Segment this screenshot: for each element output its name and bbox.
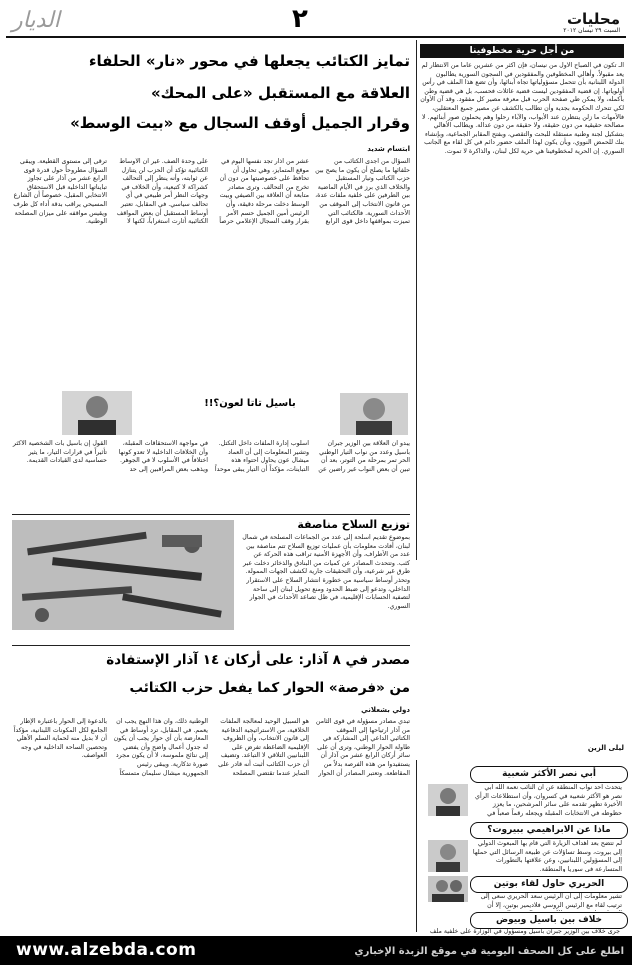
section-divider: [12, 514, 410, 515]
main-headline-2: العلاقة مع المستقبل «على المحك»: [150, 84, 410, 102]
opinion-column-signature: ليلى الزين: [587, 744, 624, 752]
box-photo-2: [428, 840, 468, 872]
box-body-3: تشير معلومات إلى أن الرئيس سعد الحريري سعى إلى ترتيب لقاء مع الرئيس الروسي فلاديمير بوتين، إلا أن: [480, 893, 622, 909]
portrait-icon: [62, 391, 132, 435]
footer-promo: اطلع على كل الصحف اليومية في موقع الزبدة الإخباري: [354, 946, 624, 957]
weapons-illustration-icon: [12, 520, 234, 630]
portrait-icon: [428, 840, 468, 872]
box-photo-1: [428, 784, 468, 816]
newspaper-logo: الديار: [12, 8, 60, 33]
box-body-2: لم تتضح بعد أهداف الزيارة التي قام بها المبعوث الدولي إلى بيروت، وسط تساؤلات عن طبيعة الرسائل التي حملها إلى المسؤولين اللبنانيين، وعن علاقتها بالتطورات المتسارعة في سوريا والمنطقة.: [472, 840, 622, 872]
second-headline-2: من «فرصة» الحوار كما يفعل حزب الكتائب: [129, 680, 410, 696]
sidebar-story-title: باسيل تاتا لعون؟!!: [204, 398, 296, 409]
section-divider: [12, 645, 410, 646]
politician-photo-right: [340, 393, 408, 435]
box-photo-3: [428, 876, 468, 902]
second-byline: دولي بشعلاني: [361, 706, 410, 714]
weapons-story-body: بموضوع تقديم أسلحة إلى عدد من الجماعات المسلحة في شمال لبنان، أفادت معلومات بأن عمليات توزيع السلاح تتم مناصفة بين عدد من الأطراف، وأن الأجهزة الأمنية تراقب هذه الحركة عن كثب. وتتحدث المصادر عن كميات من البنادق والذخائر دخلت عبر طرق غير شرعية، وأن التحقيقات جارية لكشف الجهات الممولة. وتحذر أوساط سياسية من خطورة انتشار السلاح على الاستقرار الداخلي، وتدعو إلى ضبط الحدود ومنع تحويل لبنان إلى ساحة لتصفية الحسابات الإقليمية، في ظل تصاعد الأحداث في الجوار السوري.: [242, 534, 410, 610]
main-story-body: السؤال من أجدى الكتائب من حلفائها ما يصلح أن يكون ما يصح بين حزب الكتائب وتيار المستقبل والخلاف الذي برز في الأيام الماضية بين الطرفين على خلفية ملفات عدة، من قانون الانتخاب إلى الموقف من الأحداث السورية. فالكتائب التي تميزت بمواقفها داخل قوى الرابع عشر من آذار تجد نفسها اليوم في موقع المتمايز، وهي تحاول أن تحافظ على خصوصيتها من دون أن تخرج من التحالف. وترى مصادر متابعة أن العلاقة بين الصيفي وبيت الوسط دخلت مرحلة دقيقة، وأن الرئيس أمين الجميل حسم الأمر بقرار وقف السجال الإعلامي حرصاً على وحدة الصف. غير أن الأوساط الكتائبية تؤكد أن الحزب لن يتنازل عن ثوابته، وأنه ينظر إلى التحالف كشراكة لا كتبعية، وأن الخلاف في وجهات النظر أمر طبيعي في أي تحالف سياسي. في المقابل، تعتبر أوساط المستقبل أن بعض المواقف الكتائبية أثارت استغراباً، لكنها لا ترقى إلى مستوى القطيعة. ويبقى السؤال مطروحاً حول قدرة قوى الرابع عشر من آذار على تجاوز تبايناتها الداخلية قبل الاستحقاق الانتخابي المقبل، خصوصاً أن الشارع المسيحي يراقب بدقة أداء كل طرف ويقيس مواقفه على ميزان المصلحة الوطنية.: [13, 158, 410, 226]
main-headline-1: تمايز الكتائب يجعلها في محور «نار» الحلفاء: [88, 52, 410, 70]
section-title: محليات: [566, 10, 620, 28]
weapons-photo: [12, 520, 234, 630]
box-title-1: أبي نصر الأكثر شعبية: [470, 766, 628, 783]
footer-site-link[interactable]: www.alzebda.com: [16, 940, 197, 960]
header-rule: [6, 36, 626, 38]
box-title-2: ماذا عن الابراهيمي ببيروت؟: [470, 822, 628, 839]
box-body-4: جرى خلاف بين الوزير جبران باسيل ومسؤول في الوزارة على خلفية ملف: [429, 928, 620, 935]
second-headline-1: مصدر في ٨ آذار: على أركان ١٤ آذار الإستفادة: [106, 652, 410, 668]
portrait-icon: [428, 784, 468, 816]
weapons-story-title: توزيع السلاح مناصفة: [297, 518, 410, 531]
politician-photo-left: [62, 391, 132, 435]
box-title-4: خلاف بين باسيل وبيوض: [470, 912, 628, 929]
page-number: ٢: [292, 4, 308, 34]
opinion-column-body: الـ تكون في الصباح الأول من نيسان، فإن أكثر من عشرين عاماً من الانتظار لم يعد مقبولاً. وأهالي المخطوفين والمفقودين في السجون السورية يطالبون الدولة اللبنانية بأن تتحمل مسؤولياتها تجاه أبنائها، وأن تضع هذا الملف في رأس أولوياتها. إن قضية المفقودين ليست قضية عائلات فحسب، بل هي قضية وطن بأكمله، ولا يمكن طي صفحة الحرب قبل معرفة مصير كل مفقود. وقد آن الأوان لكي تتحرك الحكومة بجدية وأن تطالب بالكشف عن مصير جميع المعتقلين، فالأمهات ما زلن ينتظرن عند الأبواب، والآباء رحلوا وهم يحملون صور أبنائهم. لا مصالحة حقيقية من دون حقيقة، ولا حقيقة من دون عدالة. ويطالب الأهالي بتشكيل لجنة وطنية مستقلة للبحث والتقصي، وبفتح المقابر الجماعية، وبإنشاء بنك للحمض النووي، وبأن يكون لهذا الملف حضور دائم في كل لقاء مع الجانب السوري. إن الحرية لمخطوفينا هي حرية لكل لبنان، والذاكرة لا تموت.: [420, 62, 624, 155]
column-divider: [416, 40, 417, 560]
main-byline: ابتسام شديد: [367, 145, 410, 153]
date-line: السبت ٢٩ نيسان ٢٠١٢: [563, 27, 620, 34]
sidebar-story-body: يبدو أن العلاقة بين الوزير جبران باسيل وعدد من نواب التيار الوطني الحر تمر بمرحلة من التوتر، بعد أن تبين أن بعض النواب غير راضين عن أسلوب إدارة الملفات داخل التكتل. وتشير المعلومات إلى أن العماد ميشال عون يحاول احتواء هذه التباينات، مؤكداً أن التيار يبقى موحداً في مواجهة الاستحقاقات المقبلة، وأن الخلافات الداخلية لا تعدو كونها اختلافاً في الأسلوب لا في الجوهر. ويذهب بعض المراقبين إلى حد القول إن باسيل بات الشخصية الأكثر تأثيراً في قرارات التيار، ما يثير حساسية لدى القيادات القديمة.: [12, 440, 410, 473]
column-divider: [416, 760, 417, 932]
opinion-column-title: من أجل حرية مخطوفينا: [420, 44, 624, 58]
main-headline-3: وقرار الجميل أوقف السجال مع «بيت الوسط»: [70, 114, 410, 132]
second-story-body: تبدي مصادر مسؤولة في قوى الثامن من آذار ارتياحها إلى الموقف الكتائبي الداعي إلى المشاركة في طاولة الحوار الوطني، وترى أن على سائر أركان الرابع عشر من آذار أن يستفيدوا من هذه الفرصة بدلاً من المقاطعة. وتعتبر المصادر أن الحوار هو السبيل الوحيد لمعالجة الملفات الخلافية، من الاستراتيجية الدفاعية إلى قانون الانتخاب، وأن الظروف الإقليمية الضاغطة تفرض على اللبنانيين التلاقي لا التباعد. وتضيف أن حزب الكتائب أثبت أنه قادر على التمايز عندما تقتضي المصلحة الوطنية ذلك، وأن هذا النهج يجب أن يعمم. في المقابل، ترد أوساط في المعارضة بأن أي حوار يجب أن يكون له جدول أعمال واضح وأن يفضي إلى نتائج ملموسة، لا أن يكون مجرد صورة تذكارية. ويبقى رئيس الجمهورية ميشال سليمان متمسكاً بالدعوة إلى الحوار باعتباره الإطار الجامع لكل المكونات اللبنانية، مؤكداً أن لا بديل منه لحماية السلم الأهلي وتحصين الساحة الداخلية في وجه العواصف.: [13, 718, 410, 777]
portrait-icon: [428, 876, 468, 902]
box-body-1: يتحدث أحد نواب المنطقة عن أن النائب نعمة الله أبي نصر هو الأكثر شعبية في كسروان، وأن استطلاعات الرأي الأخيرة تظهر تقدمه على سائر المرشحين، ما يعزز حظوظه في الانتخابات المقبلة ويجعله رقماً صعباً في: [475, 784, 622, 817]
box-title-3: الحريري حاول لقاء بوتين: [470, 876, 628, 893]
portrait-icon: [340, 393, 408, 435]
